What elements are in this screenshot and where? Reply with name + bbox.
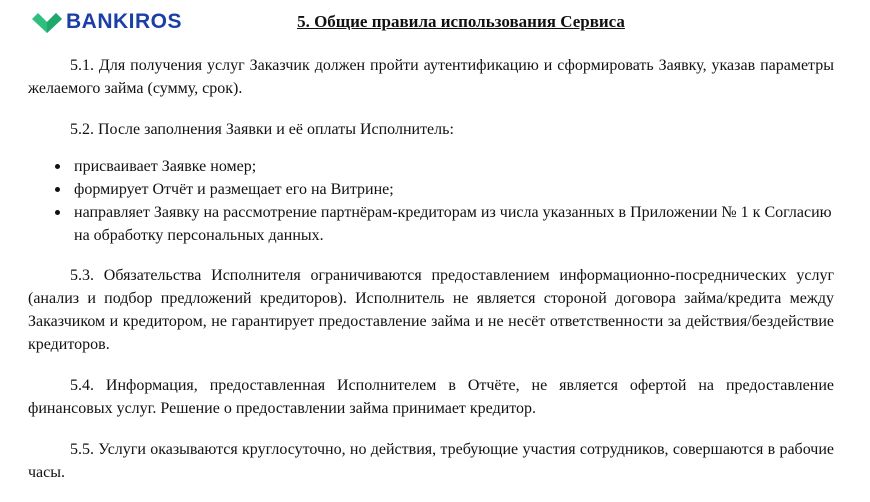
paragraph-5-2: 5.2. После заполнения Заявки и её оплаты Исполнитель: bbox=[70, 121, 454, 138]
list-item-text: направляет Заявку на рассмотрение партнёрам-кредиторам из числа указанных в Приложении № 1 к Согласию на обработку персональных данных. bbox=[74, 204, 832, 244]
paragraph-5-4: 5.4. Информация, предоставленная Исполнителем в Отчёте, не является офертой на предоставление финансовых услуг. Решение о предоставлении займа принимает кредитор. bbox=[28, 377, 834, 417]
list-item bbox=[28, 178, 834, 201]
list-item bbox=[28, 155, 834, 178]
list-item-text: присваивает Заявке номер; bbox=[74, 158, 257, 175]
bullet-icon bbox=[55, 210, 60, 215]
paragraph-5-1: 5.1. Для получения услуг Заказчик должен пройти аутентификацию и сформировать Заявку, указав параметры желаемого займа (сумму, срок). bbox=[28, 57, 834, 97]
list-item bbox=[28, 201, 834, 247]
paragraph-5-5: 5.5. Услуги оказываются круглосуточно, но действия, требующие участия сотрудников, совершаются в рабочие часы. bbox=[28, 441, 834, 481]
bullet-list bbox=[28, 155, 834, 247]
bullet-icon bbox=[55, 164, 60, 169]
list-item-text: формирует Отчёт и размещает его на Витрине; bbox=[74, 181, 394, 198]
bullet-icon bbox=[55, 187, 60, 192]
paragraph-5-3: 5.3. Обязательства Исполнителя ограничиваются предоставлением информационно-посреднических услуг (анализ и подбор предложений кредиторов). Исполнитель не является стороной договора займа/кредита между Заказчиком и кредитором, не гарантирует предоставление займа и не несёт ответственности за действия/бездействие кредиторов. bbox=[28, 267, 834, 353]
section-title: 5. Общие правила использования Сервиса bbox=[297, 12, 625, 31]
document-body bbox=[28, 54, 834, 502]
brand-name: BANKIROS bbox=[66, 10, 183, 33]
